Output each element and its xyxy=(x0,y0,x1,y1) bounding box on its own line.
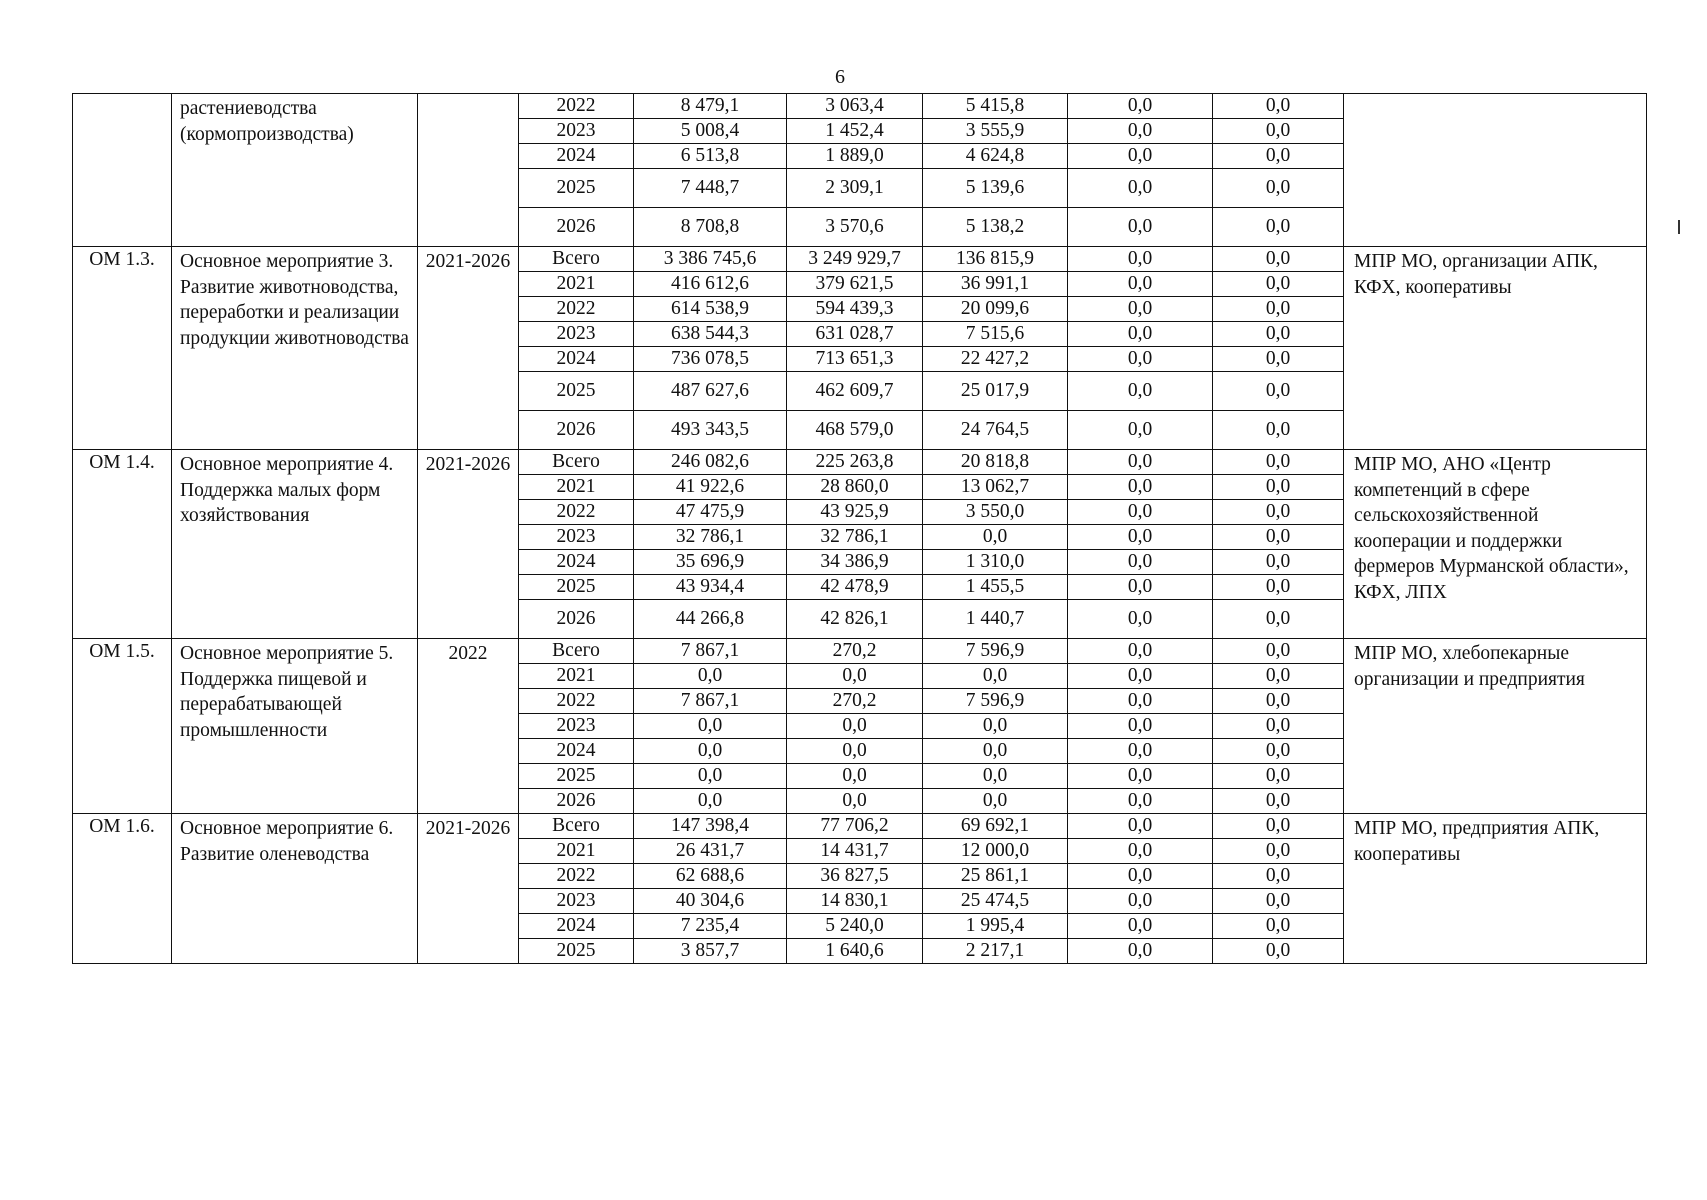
value-cell-3: 0,0 xyxy=(923,525,1068,550)
value-cell-5: 0,0 xyxy=(1213,814,1344,839)
measure-name: растениеводства (кормопроизводства) xyxy=(172,94,418,247)
measure-term: 2021-2026 xyxy=(418,247,519,450)
value-cell-4: 0,0 xyxy=(1068,739,1213,764)
value-cell-4: 0,0 xyxy=(1068,814,1213,839)
year-cell: 2024 xyxy=(519,550,634,575)
value-cell-2: 0,0 xyxy=(787,789,923,814)
value-cell-2: 0,0 xyxy=(787,714,923,739)
value-cell-2: 0,0 xyxy=(787,664,923,689)
year-cell: Всего xyxy=(519,814,634,839)
value-cell-2: 3 063,4 xyxy=(787,94,923,119)
value-cell-4: 0,0 xyxy=(1068,639,1213,664)
value-cell-2: 14 830,1 xyxy=(787,889,923,914)
value-cell-3: 0,0 xyxy=(923,764,1068,789)
value-cell-4: 0,0 xyxy=(1068,664,1213,689)
measure-name: Основное мероприятие 4. Поддержка малых форм хозяйствования xyxy=(172,450,418,639)
year-cell: 2024 xyxy=(519,144,634,169)
value-cell-1: 5 008,4 xyxy=(634,119,787,144)
value-cell-2: 1 640,6 xyxy=(787,939,923,964)
table-row xyxy=(73,814,1647,839)
year-cell: 2025 xyxy=(519,169,634,208)
value-cell-3: 136 815,9 xyxy=(923,247,1068,272)
year-cell: 2023 xyxy=(519,889,634,914)
value-cell-2: 2 309,1 xyxy=(787,169,923,208)
value-cell-2: 3 249 929,7 xyxy=(787,247,923,272)
value-cell-2: 42 478,9 xyxy=(787,575,923,600)
value-cell-4: 0,0 xyxy=(1068,94,1213,119)
value-cell-4: 0,0 xyxy=(1068,839,1213,864)
value-cell-4: 0,0 xyxy=(1068,169,1213,208)
value-cell-1: 7 867,1 xyxy=(634,689,787,714)
measure-term: 2021-2026 xyxy=(418,814,519,964)
value-cell-5: 0,0 xyxy=(1213,347,1344,372)
measure-code: ОМ 1.4. xyxy=(73,450,172,639)
year-cell: 2022 xyxy=(519,94,634,119)
value-cell-5: 0,0 xyxy=(1213,322,1344,347)
year-cell: 2022 xyxy=(519,689,634,714)
year-cell: 2023 xyxy=(519,119,634,144)
value-cell-5: 0,0 xyxy=(1213,600,1344,639)
value-cell-2: 631 028,7 xyxy=(787,322,923,347)
year-cell: 2022 xyxy=(519,500,634,525)
value-cell-4: 0,0 xyxy=(1068,889,1213,914)
value-cell-3: 25 861,1 xyxy=(923,864,1068,889)
year-cell: 2025 xyxy=(519,575,634,600)
value-cell-4: 0,0 xyxy=(1068,550,1213,575)
measure-term xyxy=(418,94,519,247)
value-cell-3: 3 550,0 xyxy=(923,500,1068,525)
value-cell-2: 43 925,9 xyxy=(787,500,923,525)
year-cell: 2026 xyxy=(519,789,634,814)
year-cell: 2026 xyxy=(519,208,634,247)
table-row xyxy=(73,94,1647,119)
value-cell-1: 416 612,6 xyxy=(634,272,787,297)
value-cell-2: 36 827,5 xyxy=(787,864,923,889)
value-cell-2: 3 570,6 xyxy=(787,208,923,247)
value-cell-4: 0,0 xyxy=(1068,322,1213,347)
value-cell-3: 7 515,6 xyxy=(923,322,1068,347)
value-cell-3: 0,0 xyxy=(923,664,1068,689)
value-cell-5: 0,0 xyxy=(1213,714,1344,739)
value-cell-2: 5 240,0 xyxy=(787,914,923,939)
value-cell-1: 0,0 xyxy=(634,764,787,789)
value-cell-3: 5 139,6 xyxy=(923,169,1068,208)
value-cell-4: 0,0 xyxy=(1068,450,1213,475)
value-cell-3: 36 991,1 xyxy=(923,272,1068,297)
value-cell-2: 1 452,4 xyxy=(787,119,923,144)
table-row xyxy=(73,247,1647,272)
value-cell-1: 638 544,3 xyxy=(634,322,787,347)
value-cell-4: 0,0 xyxy=(1068,789,1213,814)
value-cell-4: 0,0 xyxy=(1068,864,1213,889)
year-cell: Всего xyxy=(519,639,634,664)
value-cell-5: 0,0 xyxy=(1213,475,1344,500)
value-cell-5: 0,0 xyxy=(1213,889,1344,914)
value-cell-2: 713 651,3 xyxy=(787,347,923,372)
table-row xyxy=(73,639,1647,664)
measure-code xyxy=(73,94,172,247)
value-cell-3: 25 474,5 xyxy=(923,889,1068,914)
measure-name: Основное мероприятие 3. Развитие животноводства, переработки и реализации продукции животноводства xyxy=(172,247,418,450)
value-cell-1: 736 078,5 xyxy=(634,347,787,372)
year-cell: 2026 xyxy=(519,600,634,639)
value-cell-1: 43 934,4 xyxy=(634,575,787,600)
value-cell-3: 3 555,9 xyxy=(923,119,1068,144)
value-cell-4: 0,0 xyxy=(1068,247,1213,272)
measure-code: ОМ 1.3. xyxy=(73,247,172,450)
value-cell-5: 0,0 xyxy=(1213,500,1344,525)
measure-code: ОМ 1.5. xyxy=(73,639,172,814)
value-cell-4: 0,0 xyxy=(1068,500,1213,525)
value-cell-4: 0,0 xyxy=(1068,575,1213,600)
value-cell-1: 7 448,7 xyxy=(634,169,787,208)
value-cell-1: 147 398,4 xyxy=(634,814,787,839)
value-cell-4: 0,0 xyxy=(1068,119,1213,144)
value-cell-3: 1 455,5 xyxy=(923,575,1068,600)
value-cell-5: 0,0 xyxy=(1213,144,1344,169)
value-cell-3: 0,0 xyxy=(923,714,1068,739)
value-cell-5: 0,0 xyxy=(1213,119,1344,144)
value-cell-1: 0,0 xyxy=(634,789,787,814)
value-cell-3: 1 995,4 xyxy=(923,914,1068,939)
value-cell-4: 0,0 xyxy=(1068,714,1213,739)
value-cell-5: 0,0 xyxy=(1213,789,1344,814)
value-cell-3: 7 596,9 xyxy=(923,689,1068,714)
value-cell-5: 0,0 xyxy=(1213,247,1344,272)
value-cell-1: 26 431,7 xyxy=(634,839,787,864)
value-cell-1: 40 304,6 xyxy=(634,889,787,914)
value-cell-1: 0,0 xyxy=(634,739,787,764)
value-cell-2: 0,0 xyxy=(787,739,923,764)
year-cell: 2021 xyxy=(519,839,634,864)
year-cell: 2023 xyxy=(519,714,634,739)
value-cell-1: 3 857,7 xyxy=(634,939,787,964)
measure-executor: МПР МО, организации АПК, КФХ, кооперативы xyxy=(1344,247,1647,450)
value-cell-3: 1 440,7 xyxy=(923,600,1068,639)
value-cell-1: 493 343,5 xyxy=(634,411,787,450)
value-cell-3: 4 624,8 xyxy=(923,144,1068,169)
value-cell-5: 0,0 xyxy=(1213,169,1344,208)
value-cell-3: 25 017,9 xyxy=(923,372,1068,411)
year-cell: 2025 xyxy=(519,372,634,411)
value-cell-5: 0,0 xyxy=(1213,208,1344,247)
value-cell-3: 13 062,7 xyxy=(923,475,1068,500)
year-cell: 2023 xyxy=(519,525,634,550)
value-cell-5: 0,0 xyxy=(1213,864,1344,889)
value-cell-4: 0,0 xyxy=(1068,600,1213,639)
value-cell-1: 8 708,8 xyxy=(634,208,787,247)
value-cell-5: 0,0 xyxy=(1213,939,1344,964)
value-cell-5: 0,0 xyxy=(1213,272,1344,297)
value-cell-4: 0,0 xyxy=(1068,689,1213,714)
value-cell-1: 3 386 745,6 xyxy=(634,247,787,272)
value-cell-3: 1 310,0 xyxy=(923,550,1068,575)
value-cell-1: 246 082,6 xyxy=(634,450,787,475)
value-cell-2: 594 439,3 xyxy=(787,297,923,322)
value-cell-5: 0,0 xyxy=(1213,550,1344,575)
value-cell-3: 12 000,0 xyxy=(923,839,1068,864)
value-cell-1: 6 513,8 xyxy=(634,144,787,169)
value-cell-2: 14 431,7 xyxy=(787,839,923,864)
measure-name: Основное мероприятие 6. Развитие оленеводства xyxy=(172,814,418,964)
value-cell-4: 0,0 xyxy=(1068,297,1213,322)
value-cell-2: 468 579,0 xyxy=(787,411,923,450)
value-cell-5: 0,0 xyxy=(1213,739,1344,764)
value-cell-3: 2 217,1 xyxy=(923,939,1068,964)
measure-name: Основное мероприятие 5. Поддержка пищевой и перерабатывающей промышленности xyxy=(172,639,418,814)
year-cell: 2023 xyxy=(519,322,634,347)
value-cell-5: 0,0 xyxy=(1213,94,1344,119)
value-cell-5: 0,0 xyxy=(1213,764,1344,789)
value-cell-4: 0,0 xyxy=(1068,411,1213,450)
measure-code: ОМ 1.6. xyxy=(73,814,172,964)
value-cell-4: 0,0 xyxy=(1068,939,1213,964)
value-cell-4: 0,0 xyxy=(1068,144,1213,169)
value-cell-4: 0,0 xyxy=(1068,208,1213,247)
measure-term: 2022 xyxy=(418,639,519,814)
value-cell-1: 7 235,4 xyxy=(634,914,787,939)
value-cell-1: 614 538,9 xyxy=(634,297,787,322)
value-cell-3: 69 692,1 xyxy=(923,814,1068,839)
value-cell-2: 270,2 xyxy=(787,639,923,664)
measure-executor xyxy=(1344,94,1647,247)
value-cell-2: 270,2 xyxy=(787,689,923,714)
year-cell: 2024 xyxy=(519,914,634,939)
value-cell-3: 20 818,8 xyxy=(923,450,1068,475)
year-cell: 2021 xyxy=(519,664,634,689)
year-cell: 2024 xyxy=(519,739,634,764)
value-cell-2: 42 826,1 xyxy=(787,600,923,639)
measure-term: 2021-2026 xyxy=(418,450,519,639)
value-cell-1: 41 922,6 xyxy=(634,475,787,500)
value-cell-3: 7 596,9 xyxy=(923,639,1068,664)
value-cell-2: 28 860,0 xyxy=(787,475,923,500)
year-cell: 2025 xyxy=(519,764,634,789)
value-cell-1: 35 696,9 xyxy=(634,550,787,575)
value-cell-3: 0,0 xyxy=(923,789,1068,814)
year-cell: Всего xyxy=(519,450,634,475)
year-cell: 2025 xyxy=(519,939,634,964)
page-number: 6 xyxy=(835,66,845,88)
value-cell-2: 462 609,7 xyxy=(787,372,923,411)
measure-executor: МПР МО, АНО «Центр компетенций в сфере сельскохозяйственной кооперации и поддержки фермеров Мурманской области», КФХ, ЛПХ xyxy=(1344,450,1647,639)
year-cell: 2021 xyxy=(519,272,634,297)
value-cell-1: 32 786,1 xyxy=(634,525,787,550)
value-cell-1: 7 867,1 xyxy=(634,639,787,664)
value-cell-3: 5 138,2 xyxy=(923,208,1068,247)
value-cell-4: 0,0 xyxy=(1068,347,1213,372)
value-cell-4: 0,0 xyxy=(1068,475,1213,500)
value-cell-5: 0,0 xyxy=(1213,411,1344,450)
value-cell-5: 0,0 xyxy=(1213,575,1344,600)
value-cell-4: 0,0 xyxy=(1068,372,1213,411)
scan-mark xyxy=(1678,220,1680,234)
value-cell-1: 0,0 xyxy=(634,714,787,739)
value-cell-5: 0,0 xyxy=(1213,525,1344,550)
value-cell-5: 0,0 xyxy=(1213,914,1344,939)
measure-executor: МПР МО, предприятия АПК, кооперативы xyxy=(1344,814,1647,964)
value-cell-3: 5 415,8 xyxy=(923,94,1068,119)
value-cell-3: 0,0 xyxy=(923,739,1068,764)
value-cell-2: 77 706,2 xyxy=(787,814,923,839)
value-cell-5: 0,0 xyxy=(1213,639,1344,664)
value-cell-2: 34 386,9 xyxy=(787,550,923,575)
value-cell-4: 0,0 xyxy=(1068,914,1213,939)
value-cell-5: 0,0 xyxy=(1213,297,1344,322)
year-cell: Всего xyxy=(519,247,634,272)
value-cell-2: 0,0 xyxy=(787,764,923,789)
value-cell-3: 20 099,6 xyxy=(923,297,1068,322)
value-cell-2: 1 889,0 xyxy=(787,144,923,169)
value-cell-3: 22 427,2 xyxy=(923,347,1068,372)
measure-executor: МПР МО, хлебопекарные организации и предприятия xyxy=(1344,639,1647,814)
value-cell-5: 0,0 xyxy=(1213,372,1344,411)
value-cell-3: 24 764,5 xyxy=(923,411,1068,450)
year-cell: 2024 xyxy=(519,347,634,372)
value-cell-1: 44 266,8 xyxy=(634,600,787,639)
value-cell-4: 0,0 xyxy=(1068,525,1213,550)
value-cell-4: 0,0 xyxy=(1068,764,1213,789)
value-cell-2: 32 786,1 xyxy=(787,525,923,550)
value-cell-4: 0,0 xyxy=(1068,272,1213,297)
table-row xyxy=(73,450,1647,475)
value-cell-1: 62 688,6 xyxy=(634,864,787,889)
value-cell-1: 0,0 xyxy=(634,664,787,689)
value-cell-5: 0,0 xyxy=(1213,664,1344,689)
value-cell-2: 225 263,8 xyxy=(787,450,923,475)
budget-table xyxy=(72,93,1647,964)
value-cell-2: 379 621,5 xyxy=(787,272,923,297)
value-cell-1: 47 475,9 xyxy=(634,500,787,525)
value-cell-5: 0,0 xyxy=(1213,839,1344,864)
value-cell-5: 0,0 xyxy=(1213,450,1344,475)
value-cell-1: 487 627,6 xyxy=(634,372,787,411)
year-cell: 2021 xyxy=(519,475,634,500)
year-cell: 2022 xyxy=(519,864,634,889)
year-cell: 2026 xyxy=(519,411,634,450)
value-cell-5: 0,0 xyxy=(1213,689,1344,714)
year-cell: 2022 xyxy=(519,297,634,322)
value-cell-1: 8 479,1 xyxy=(634,94,787,119)
